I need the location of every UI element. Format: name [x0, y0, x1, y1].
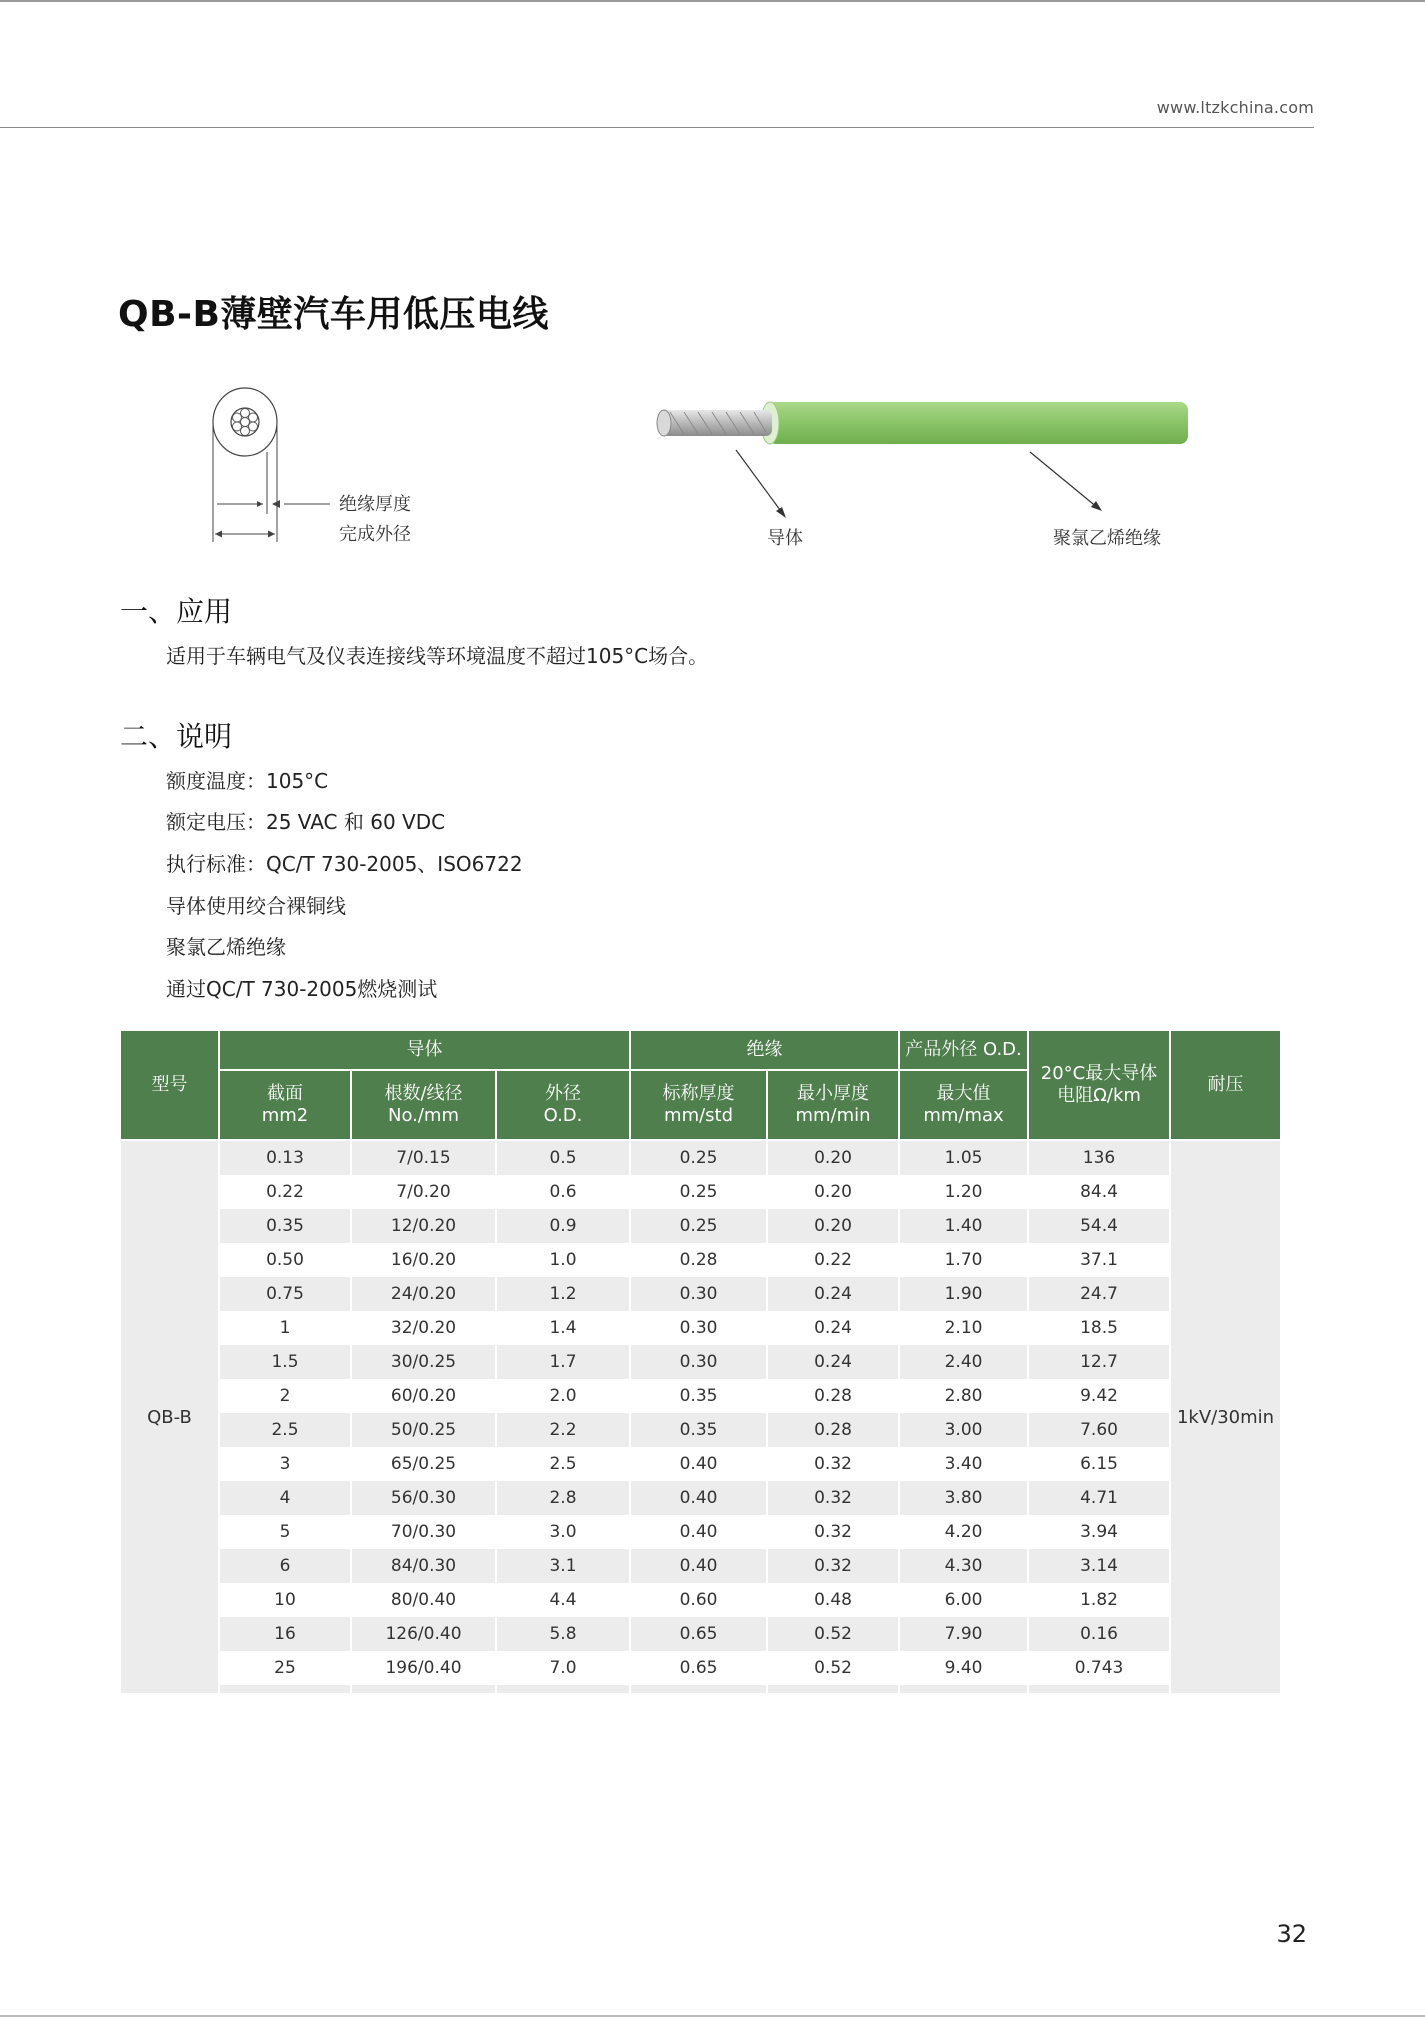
page-number: 32	[1276, 1920, 1307, 1948]
table-footer-cell	[1028, 1685, 1170, 1693]
table-cell-resistance: 9.42	[1028, 1379, 1170, 1413]
cross-section-diagram	[212, 382, 432, 554]
table-cell-od: 3.1	[496, 1549, 630, 1583]
table-cell-nominal: 0.28	[630, 1243, 767, 1277]
table-row	[120, 1447, 1281, 1481]
table-cell-nominal: 0.60	[630, 1583, 767, 1617]
table-cell-resistance: 84.4	[1028, 1175, 1170, 1209]
table-row	[120, 1140, 1281, 1175]
table-cell-max: 1.40	[899, 1209, 1028, 1243]
table-cell-area: 0.75	[219, 1277, 351, 1311]
site-url: www.ltzkchina.com	[1156, 98, 1314, 117]
description-item: 额度温度：105°C	[166, 769, 329, 793]
col-od-header: 产品外径 O.D.	[899, 1030, 1028, 1070]
table-cell-nominal: 0.25	[630, 1175, 767, 1209]
table-cell-resistance: 3.14	[1028, 1549, 1170, 1583]
table-cell-strands: 126/0.40	[351, 1617, 496, 1651]
table-cell-od: 1.0	[496, 1243, 630, 1277]
table-row	[120, 1481, 1281, 1515]
table-cell-od: 2.5	[496, 1447, 630, 1481]
table-footer-cell	[630, 1685, 767, 1693]
table-cell-resistance: 7.60	[1028, 1413, 1170, 1447]
table-cell-nominal: 0.30	[630, 1277, 767, 1311]
table-cell-od: 4.4	[496, 1583, 630, 1617]
table-cell-max: 2.80	[899, 1379, 1028, 1413]
table-cell-od: 7.0	[496, 1651, 630, 1685]
table-cell-resistance: 12.7	[1028, 1345, 1170, 1379]
table-cell-od: 2.0	[496, 1379, 630, 1413]
table-cell-max: 2.40	[899, 1345, 1028, 1379]
table-cell-area: 0.22	[219, 1175, 351, 1209]
table-cell-resistance: 54.4	[1028, 1209, 1170, 1243]
description-item: 导体使用绞合裸铜线	[166, 894, 346, 918]
table-cell-min: 0.22	[767, 1243, 899, 1277]
table-cell-min: 0.52	[767, 1651, 899, 1685]
table-cell-area: 2.5	[219, 1413, 351, 1447]
table-cell-od: 0.9	[496, 1209, 630, 1243]
table-cell-nominal: 0.40	[630, 1515, 767, 1549]
table-cell-min: 0.32	[767, 1549, 899, 1583]
table-cell-od: 0.5	[496, 1140, 630, 1175]
table-cell-nominal: 0.35	[630, 1379, 767, 1413]
table-cell-max: 4.20	[899, 1515, 1028, 1549]
table-row	[120, 1617, 1281, 1651]
header-divider	[0, 127, 1314, 128]
table-cell-area: 0.35	[219, 1209, 351, 1243]
table-cell-min: 0.32	[767, 1515, 899, 1549]
table-cell-strands: 196/0.40	[351, 1651, 496, 1685]
table-cell-nominal: 0.40	[630, 1481, 767, 1515]
table-cell-min: 0.20	[767, 1209, 899, 1243]
table-cell-max: 3.00	[899, 1413, 1028, 1447]
table-cell-od: 0.6	[496, 1175, 630, 1209]
table-cell-resistance: 1.82	[1028, 1583, 1170, 1617]
table-footer-cell	[899, 1685, 1028, 1693]
application-text: 适用于车辆电气及仪表连接线等环境温度不超过105°C场合。	[166, 644, 709, 668]
table-cell-min: 0.28	[767, 1379, 899, 1413]
table-cell-max: 1.70	[899, 1243, 1028, 1277]
table-footer-cell	[351, 1685, 496, 1693]
table-cell-resistance: 18.5	[1028, 1311, 1170, 1345]
model-cell: QB-B	[120, 1140, 219, 1693]
col-area-header: 截面 mm2	[219, 1070, 351, 1140]
table-footer-cell	[219, 1685, 351, 1693]
table-cell-area: 0.13	[219, 1140, 351, 1175]
table-cell-area: 5	[219, 1515, 351, 1549]
col-nominal-header: 标称厚度 mm/std	[630, 1070, 767, 1140]
insulation-thickness-label: 绝缘厚度	[339, 494, 411, 515]
table-cell-max: 9.40	[899, 1651, 1028, 1685]
table-row	[120, 1413, 1281, 1447]
col-min-header: 最小厚度 mm/min	[767, 1070, 899, 1140]
table-cell-strands: 56/0.30	[351, 1481, 496, 1515]
table-cell-area: 4	[219, 1481, 351, 1515]
table-cell-od: 3.0	[496, 1515, 630, 1549]
table-cell-area: 2	[219, 1379, 351, 1413]
page-title: QB-B薄壁汽车用低压电线	[118, 294, 549, 335]
table-row	[120, 1549, 1281, 1583]
table-cell-max: 1.20	[899, 1175, 1028, 1209]
table-cell-max: 1.90	[899, 1277, 1028, 1311]
table-cell-strands: 16/0.20	[351, 1243, 496, 1277]
table-cell-area: 1.5	[219, 1345, 351, 1379]
table-cell-min: 0.32	[767, 1481, 899, 1515]
table-row	[120, 1651, 1281, 1685]
spec-table-body	[120, 1140, 1281, 1693]
spec-table	[119, 1029, 1282, 1693]
col-insulation-header: 绝缘	[630, 1030, 899, 1070]
table-row	[120, 1243, 1281, 1277]
top-border	[0, 0, 1425, 2]
table-cell-od: 5.8	[496, 1617, 630, 1651]
table-cell-area: 25	[219, 1651, 351, 1685]
table-cell-area: 16	[219, 1617, 351, 1651]
col-strands-header: 根数/线径 No./mm	[351, 1070, 496, 1140]
description-item: 额定电压：25 VAC 和 60 VDC	[166, 810, 446, 834]
table-cell-strands: 84/0.30	[351, 1549, 496, 1583]
description-item: 执行标准：QC/T 730-2005、ISO6722	[166, 852, 523, 876]
table-cell-max: 1.05	[899, 1140, 1028, 1175]
table-cell-min: 0.52	[767, 1617, 899, 1651]
table-cell-area: 6	[219, 1549, 351, 1583]
table-cell-nominal: 0.40	[630, 1549, 767, 1583]
table-cell-resistance: 3.94	[1028, 1515, 1170, 1549]
table-cell-min: 0.28	[767, 1413, 899, 1447]
table-cell-nominal: 0.25	[630, 1140, 767, 1175]
table-cell-resistance: 24.7	[1028, 1277, 1170, 1311]
table-cell-resistance: 0.16	[1028, 1617, 1170, 1651]
table-row	[120, 1175, 1281, 1209]
table-footer-band	[120, 1685, 1281, 1693]
table-cell-min: 0.24	[767, 1345, 899, 1379]
table-cell-max: 7.90	[899, 1617, 1028, 1651]
table-cell-max: 3.80	[899, 1481, 1028, 1515]
table-footer-cell	[767, 1685, 899, 1693]
table-cell-od: 2.2	[496, 1413, 630, 1447]
wire-illustration	[650, 390, 1210, 560]
voltage-cell: 1kV/30min	[1170, 1140, 1281, 1693]
table-cell-strands: 80/0.40	[351, 1583, 496, 1617]
table-cell-min: 0.32	[767, 1447, 899, 1481]
table-cell-strands: 65/0.25	[351, 1447, 496, 1481]
table-cell-strands: 7/0.15	[351, 1140, 496, 1175]
table-row	[120, 1379, 1281, 1413]
table-cell-od: 1.4	[496, 1311, 630, 1345]
table-cell-area: 1	[219, 1311, 351, 1345]
table-cell-nominal: 0.30	[630, 1345, 767, 1379]
table-cell-resistance: 6.15	[1028, 1447, 1170, 1481]
table-cell-strands: 30/0.25	[351, 1345, 496, 1379]
table-cell-strands: 32/0.20	[351, 1311, 496, 1345]
table-header-row	[120, 1030, 1281, 1070]
table-row	[120, 1515, 1281, 1549]
table-row	[120, 1209, 1281, 1243]
table-cell-resistance: 0.743	[1028, 1651, 1170, 1685]
table-cell-od: 1.2	[496, 1277, 630, 1311]
col-voltage-header: 耐压	[1170, 1030, 1281, 1140]
application-heading: 一、应用	[120, 595, 233, 628]
table-footer-cell	[496, 1685, 630, 1693]
table-row	[120, 1311, 1281, 1345]
table-cell-area: 0.50	[219, 1243, 351, 1277]
table-cell-strands: 24/0.20	[351, 1277, 496, 1311]
table-cell-min: 0.48	[767, 1583, 899, 1617]
table-row	[120, 1345, 1281, 1379]
table-cell-min: 0.24	[767, 1311, 899, 1345]
table-cell-od: 1.7	[496, 1345, 630, 1379]
table-cell-area: 10	[219, 1583, 351, 1617]
col-max-header: 最大值 mm/max	[899, 1070, 1028, 1140]
table-cell-resistance: 136	[1028, 1140, 1170, 1175]
table-cell-min: 0.20	[767, 1140, 899, 1175]
table-cell-nominal: 0.65	[630, 1617, 767, 1651]
table-cell-max: 3.40	[899, 1447, 1028, 1481]
table-cell-nominal: 0.25	[630, 1209, 767, 1243]
description-heading: 二、说明	[120, 720, 233, 753]
table-cell-strands: 12/0.20	[351, 1209, 496, 1243]
table-cell-strands: 7/0.20	[351, 1175, 496, 1209]
col-conductor-od-header: 外径 O.D.	[496, 1070, 630, 1140]
col-model-header: 型号	[120, 1030, 219, 1140]
table-cell-nominal: 0.65	[630, 1651, 767, 1685]
col-resistance-header: 20°C最大导体 电阻Ω/km	[1028, 1030, 1170, 1140]
table-cell-area: 3	[219, 1447, 351, 1481]
table-cell-min: 0.24	[767, 1277, 899, 1311]
table-row	[120, 1277, 1281, 1311]
description-item: 聚氯乙烯绝缘	[166, 935, 286, 959]
table-cell-strands: 50/0.25	[351, 1413, 496, 1447]
table-row	[120, 1583, 1281, 1617]
table-cell-strands: 70/0.30	[351, 1515, 496, 1549]
table-cell-resistance: 37.1	[1028, 1243, 1170, 1277]
table-cell-max: 4.30	[899, 1549, 1028, 1583]
table-cell-nominal: 0.35	[630, 1413, 767, 1447]
col-conductor-header: 导体	[219, 1030, 630, 1070]
table-cell-nominal: 0.40	[630, 1447, 767, 1481]
conductor-label: 导体	[767, 528, 803, 549]
table-cell-nominal: 0.30	[630, 1311, 767, 1345]
description-item: 通过QC/T 730-2005燃烧测试	[166, 977, 438, 1001]
table-cell-od: 2.8	[496, 1481, 630, 1515]
table-cell-resistance: 4.71	[1028, 1481, 1170, 1515]
insulation-label: 聚氯乙烯绝缘	[1053, 528, 1161, 549]
table-cell-max: 6.00	[899, 1583, 1028, 1617]
table-cell-min: 0.20	[767, 1175, 899, 1209]
table-cell-max: 2.10	[899, 1311, 1028, 1345]
table-cell-strands: 60/0.20	[351, 1379, 496, 1413]
outer-diameter-label: 完成外径	[339, 524, 411, 545]
